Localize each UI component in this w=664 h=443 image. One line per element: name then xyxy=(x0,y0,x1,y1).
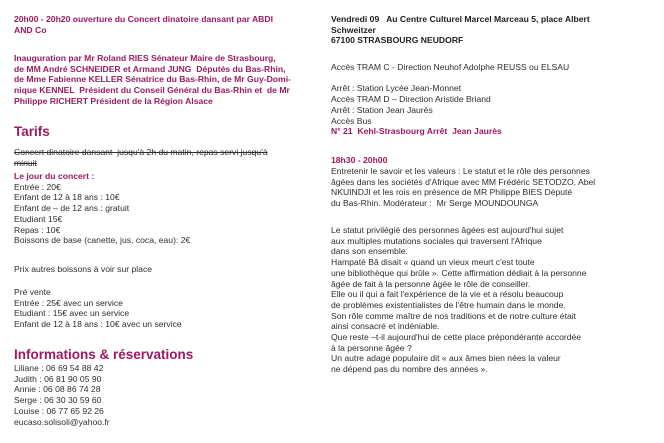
inauguration-line: de Mme Fabienne KELLER Sénatrice du Bas-Rhin, de Mr Guy-Domi- xyxy=(14,74,291,85)
paragraph-line: âgée de fait à la personne âgée le rôle de conseiller. xyxy=(331,278,531,289)
paragraph-line: Son rôle comme maître de nos traditions et de notre culture était xyxy=(331,310,577,321)
contact-line: Liliane : 06 69 54 88 42 xyxy=(14,363,104,373)
price-item: Enfant de 12 à 18 ans : 10€ xyxy=(14,192,120,203)
opening-block xyxy=(14,14,273,35)
paragraph-line: âgées dans les sociétés d'Afrique avec MM Frédéric SETODZO, Abel xyxy=(331,176,596,187)
price-item: Etudiant 15€ xyxy=(14,213,63,224)
venue-line: Vendredi 09 Au Centre Culturel Marcel Marceau 5, place Albert xyxy=(331,14,590,24)
paragraph-1 xyxy=(331,166,595,209)
venue-block xyxy=(331,14,590,46)
paragraph-line: Un autre adage populaire dit « aux âmes bien nées la valeur xyxy=(331,353,561,364)
opening-line: 20h00 - 20h20 ouverture du Concert dinatoire dansant par ABDI xyxy=(14,14,273,24)
paragraph-line: dans son ensemble. xyxy=(331,246,408,257)
paragraph-line: Entretenir le savoir et les valeurs : Le statut et le rôle des personnes xyxy=(331,166,590,176)
inauguration-line: Philippe RICHERT Président de la Région Alsace xyxy=(14,95,213,106)
prevente-item: Entrée : 25€ avec un service xyxy=(14,297,123,308)
inauguration-line: de MM André SCHNEIDER et Armand JUNG Députés du Bas-Rhin, xyxy=(14,63,286,74)
access-line: Accès TRAM C - Direction Neuhof Adolphe REUSS ou ELSAU xyxy=(331,62,570,72)
prevente-block xyxy=(14,287,182,330)
inauguration-block xyxy=(14,53,291,107)
contacts-block xyxy=(14,363,110,427)
venue-line: 67100 STRASBOURG NEUDORF xyxy=(331,35,464,46)
access-block xyxy=(331,62,569,137)
contact-line: Judith : 06 81 90 05 90 xyxy=(14,373,102,384)
prevente-heading: Pré vente xyxy=(14,287,51,297)
prevente-item: Enfant de 12 à 18 ans : 10€ avec un service xyxy=(14,319,182,330)
paragraph-line: ainsi consacré et indéniable. xyxy=(331,321,440,332)
price-item: Boissons de base (canette, jus, coca, eau): 2€ xyxy=(14,235,191,246)
inauguration-line: nique KENNEL Président du Conseil Général du Bas-Rhin et de Mr xyxy=(14,85,290,96)
opening-line: AND Co xyxy=(14,24,47,35)
venue-line: Schweitzer xyxy=(331,24,376,35)
autres-boissons: Prix autres boissons à voir sur place xyxy=(14,264,153,274)
paragraph-line: une bibliothèque qui brûle ». Cette affirmation dédiait à la personne xyxy=(331,267,587,278)
prevente-item: Etudiant : 15€ avec un service xyxy=(14,308,130,319)
access-line: Accès Bus xyxy=(331,115,372,126)
concert-note-line: minuit xyxy=(14,157,37,168)
access-line: Accès TRAM D – Direction Aristide Briand xyxy=(331,94,491,105)
paragraph-line: à la personne âgée ? xyxy=(331,342,412,353)
paragraph-line: Hampaté Bâ disait « quand un vieux meurt c'est toute xyxy=(331,257,535,268)
tarifs-heading: Tarifs xyxy=(14,124,50,139)
access-line: Arrêt : Station Lycée Jean-Monnet xyxy=(331,83,462,94)
paragraph-line: du Bas-Rhin. Modérateur : Mr Serge MOUNDOUNGA xyxy=(331,198,539,209)
jour-heading: Le jour du concert : xyxy=(14,171,95,181)
paragraph-line: NKUINDJI et les rois en présence de MR Philippe BIES Député xyxy=(331,187,573,198)
bus-line: N° 21 Kehl-Strasbourg Arrêt Jean Jaurès xyxy=(331,126,502,137)
contact-email: eucaso.solisoli@yahoo.fr xyxy=(14,416,110,427)
inauguration-line: Inauguration par Mr Roland RIES Sénateur Maire de Strasbourg, xyxy=(14,53,276,63)
contact-line: Serge : 06 30 30 59 60 xyxy=(14,395,102,406)
paragraph-line: Que reste –t-il aujourd'hui de cette place prépondérante accordée xyxy=(331,332,582,343)
access-line: Arrêt : Station Jean Jaurès xyxy=(331,104,433,115)
paragraph-2 xyxy=(331,225,586,375)
paragraph-line: Elle ou il qui a fait l'expérience de la vie et a résolu beaucoup xyxy=(331,289,564,300)
concert-note-line: Concert dinatoire dansant jusqu'à 2h du matin, repas servi jusqu'à xyxy=(14,147,268,157)
concert-note xyxy=(14,147,268,168)
jour-block xyxy=(14,171,190,246)
price-item: Enfant de – de 12 ans : gratuit xyxy=(14,203,130,214)
access-spacer xyxy=(331,73,569,84)
paragraph-line: de problèmes existentialistes de l'être humain dans le monde. xyxy=(331,299,566,310)
paragraph-line: ne dépend pas du nombre des années ». xyxy=(331,364,488,375)
contact-line: Louise : 06 77 65 92 26 xyxy=(14,405,104,416)
paragraph-line: Le statut privilégié des personnes âgées est aujourd'hui sujet xyxy=(331,225,564,235)
session-time: 18h30 - 20h00 xyxy=(331,155,388,165)
info-heading: Informations & réservations xyxy=(14,347,194,362)
paragraph-line: aux multiples mutations sociales qui traversent l'Afrique xyxy=(331,235,542,246)
price-item: Repas : 10€ xyxy=(14,224,61,235)
price-item: Entrée : 20€ xyxy=(14,181,61,192)
contact-line: Annie : 06 08 86 74 28 xyxy=(14,384,101,395)
